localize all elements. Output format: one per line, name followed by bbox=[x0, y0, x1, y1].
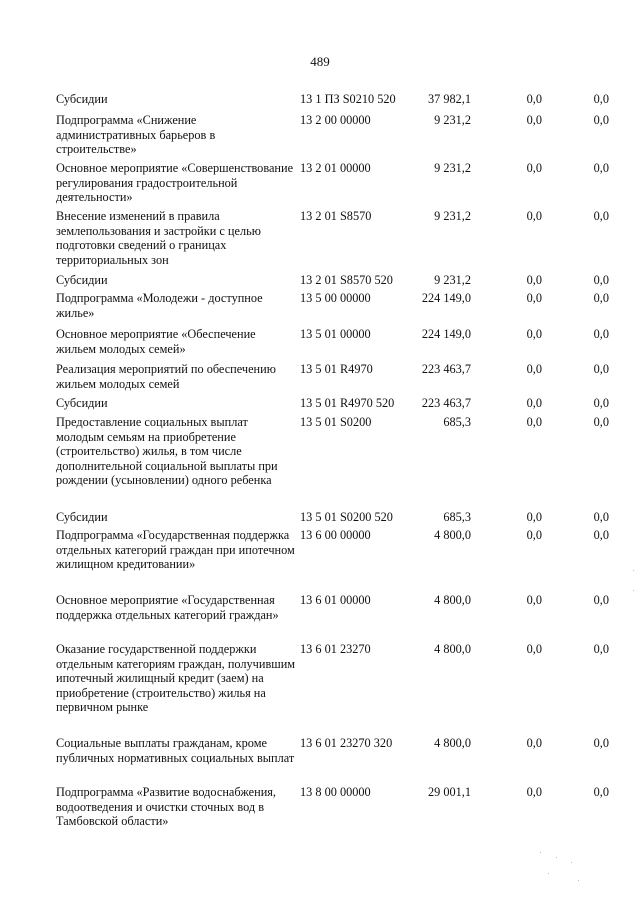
row-value-3: 0,0 bbox=[593, 209, 609, 223]
row-name: Реализация мероприятий по обеспечению жильем молодых семей bbox=[56, 362, 276, 391]
row-value-2: 0,0 bbox=[526, 291, 542, 305]
scan-speck bbox=[548, 873, 549, 874]
row-value-2: 0,0 bbox=[526, 415, 542, 429]
row-code: 13 8 00 00000 bbox=[300, 785, 371, 799]
scan-speck bbox=[540, 852, 541, 853]
row-value-2: 0,0 bbox=[526, 327, 542, 341]
row-amount: 29 001,1 bbox=[427, 785, 471, 799]
row-code: 13 2 00 00000 bbox=[300, 113, 371, 127]
row-amount: 685,3 bbox=[443, 510, 471, 524]
row-code: 13 5 01 S0200 520 bbox=[300, 510, 393, 524]
row-value-3: 0,0 bbox=[593, 362, 609, 376]
row-amount: 9 231,2 bbox=[434, 161, 471, 175]
row-value-2: 0,0 bbox=[526, 161, 542, 175]
row-value-2: 0,0 bbox=[526, 396, 542, 410]
row-code: 13 6 01 00000 bbox=[300, 593, 371, 607]
row-amount: 9 231,2 bbox=[434, 209, 471, 223]
row-code: 13 5 01 R4970 520 bbox=[300, 396, 395, 410]
row-value-3: 0,0 bbox=[593, 92, 609, 106]
row-value-2: 0,0 bbox=[526, 273, 542, 287]
row-code: 13 2 01 S8570 520 bbox=[300, 273, 393, 287]
row-value-2: 0,0 bbox=[526, 113, 542, 127]
row-amount: 9 231,2 bbox=[434, 273, 471, 287]
row-amount: 4 800,0 bbox=[434, 528, 471, 542]
row-name: Предоставление социальных выплат молодым семьям на приобретение (строительство) жилья, в том числе дополнительной социальной выплаты при рождении (усыновлении) одного ребенка bbox=[56, 415, 278, 488]
row-value-3: 0,0 bbox=[593, 528, 609, 542]
row-code: 13 5 01 R4970 bbox=[300, 362, 373, 376]
row-code: 13 2 01 00000 bbox=[300, 161, 371, 175]
row-value-3: 0,0 bbox=[593, 273, 609, 287]
row-amount: 9 231,2 bbox=[434, 113, 471, 127]
row-code: 13 1 ПЗ S0210 520 bbox=[300, 92, 396, 106]
row-name: Основное мероприятие «Государственная поддержка отдельных категорий граждан» bbox=[56, 593, 279, 622]
scan-speck bbox=[556, 857, 557, 858]
row-value-2: 0,0 bbox=[526, 736, 542, 750]
row-amount: 4 800,0 bbox=[434, 642, 471, 656]
row-code: 13 6 01 23270 320 bbox=[300, 736, 393, 750]
row-value-2: 0,0 bbox=[526, 785, 542, 799]
row-amount: 224 149,0 bbox=[421, 291, 471, 305]
row-value-3: 0,0 bbox=[593, 291, 609, 305]
row-name: Подпрограмма «Снижение административных барьеров в строительстве» bbox=[56, 113, 216, 157]
row-value-3: 0,0 bbox=[593, 785, 609, 799]
row-code: 13 5 00 00000 bbox=[300, 291, 371, 305]
row-code: 13 6 00 00000 bbox=[300, 528, 371, 542]
row-name: Основное мероприятие «Обеспечение жильем молодых семей» bbox=[56, 327, 256, 356]
row-value-3: 0,0 bbox=[593, 593, 609, 607]
scan-speck bbox=[571, 862, 572, 863]
scan-speck bbox=[633, 590, 634, 591]
row-code: 13 2 01 S8570 bbox=[300, 209, 372, 223]
row-name: Подпрограмма «Молодежи - доступное жилье» bbox=[56, 291, 263, 320]
row-name: Субсидии bbox=[56, 92, 108, 106]
row-amount: 224 149,0 bbox=[421, 327, 471, 341]
row-value-2: 0,0 bbox=[526, 510, 542, 524]
row-amount: 4 800,0 bbox=[434, 736, 471, 750]
row-name: Подпрограмма «Развитие водоснабжения, водоотведения и очистки сточных вод в Тамбовской области» bbox=[56, 785, 277, 829]
row-value-3: 0,0 bbox=[593, 161, 609, 175]
row-value-3: 0,0 bbox=[593, 415, 609, 429]
row-code: 13 5 01 00000 bbox=[300, 327, 371, 341]
row-name: Социальные выплаты гражданам, кроме публичных нормативных социальных выплат bbox=[56, 736, 295, 765]
row-code: 13 6 01 23270 bbox=[300, 642, 371, 656]
row-name: Подпрограмма «Государственная поддержка отдельных категорий граждан при ипотечном жилищном кредитовании» bbox=[56, 528, 295, 572]
row-value-2: 0,0 bbox=[526, 92, 542, 106]
row-name: Субсидии bbox=[56, 396, 108, 410]
row-value-2: 0,0 bbox=[526, 362, 542, 376]
row-amount: 4 800,0 bbox=[434, 593, 471, 607]
row-value-2: 0,0 bbox=[526, 593, 542, 607]
row-amount: 37 982,1 bbox=[427, 92, 471, 106]
row-value-3: 0,0 bbox=[593, 736, 609, 750]
page-number: 489 bbox=[310, 54, 330, 69]
row-name: Субсидии bbox=[56, 273, 108, 287]
row-name: Основное мероприятие «Совершенствование регулирования градостроительной деятельности» bbox=[56, 161, 294, 205]
row-name: Субсидии bbox=[56, 510, 108, 524]
row-value-3: 0,0 bbox=[593, 396, 609, 410]
row-value-3: 0,0 bbox=[593, 642, 609, 656]
row-value-2: 0,0 bbox=[526, 209, 542, 223]
row-name: Оказание государственной поддержки отдельным категориям граждан, получившим ипотечный жилищный кредит (заем) на приобретение (строительство) жилья на первичном рынке bbox=[56, 642, 296, 715]
row-value-3: 0,0 bbox=[593, 327, 609, 341]
row-value-2: 0,0 bbox=[526, 528, 542, 542]
row-amount: 685,3 bbox=[443, 415, 471, 429]
row-amount: 223 463,7 bbox=[421, 396, 471, 410]
scan-speck bbox=[578, 880, 579, 881]
scan-speck bbox=[633, 570, 634, 571]
row-name: Внесение изменений в правила землепользования и застройки с целью подготовки сведений о границах территориальных зон bbox=[56, 209, 261, 267]
row-value-2: 0,0 bbox=[526, 642, 542, 656]
row-code: 13 5 01 S0200 bbox=[300, 415, 372, 429]
row-value-3: 0,0 bbox=[593, 113, 609, 127]
row-value-3: 0,0 bbox=[593, 510, 609, 524]
row-amount: 223 463,7 bbox=[421, 362, 471, 376]
